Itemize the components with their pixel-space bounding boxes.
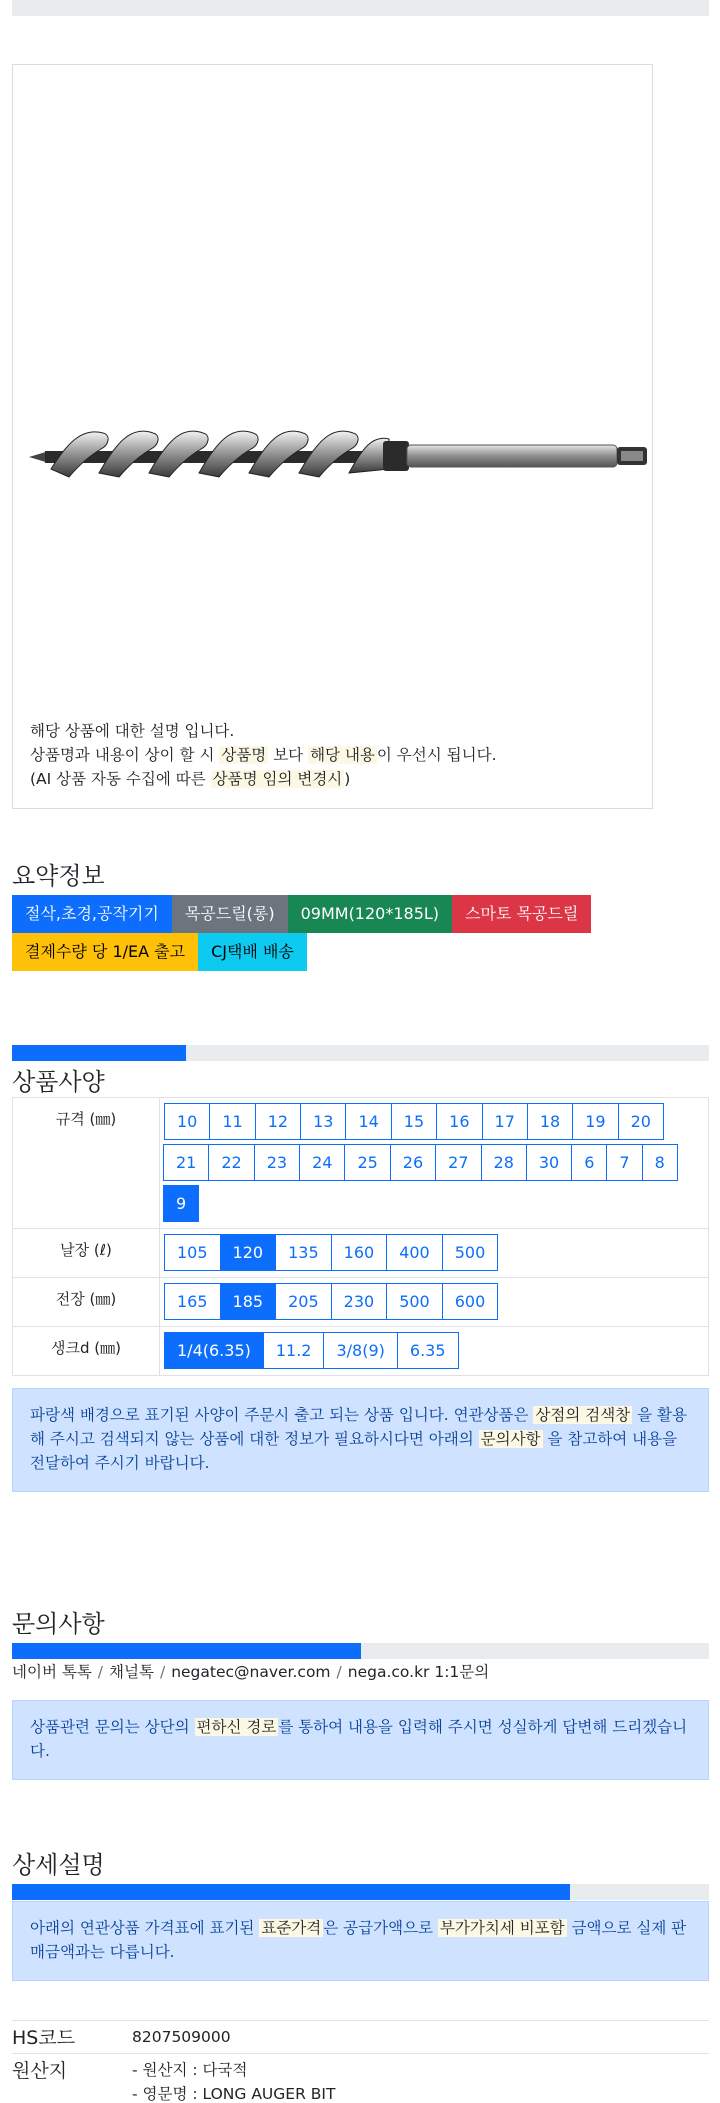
spec-option-button[interactable]: 500 bbox=[442, 1234, 499, 1271]
spec-option-button[interactable]: 24 bbox=[299, 1144, 345, 1181]
spec-options bbox=[160, 1229, 709, 1278]
spec-label: 전장 (㎜) bbox=[13, 1278, 160, 1327]
spec-row bbox=[13, 1229, 709, 1278]
hs-code-label: HS코드 bbox=[12, 2027, 76, 2049]
spec-option-button[interactable]: 135 bbox=[275, 1234, 332, 1271]
spec-label: 규격 (㎜) bbox=[13, 1098, 160, 1229]
description-line2 bbox=[30, 743, 497, 767]
spec-option-button[interactable]: 21 bbox=[163, 1144, 209, 1181]
spec-option-button[interactable]: 22 bbox=[208, 1144, 254, 1181]
spec-options bbox=[160, 1098, 709, 1229]
description-text: 상품명과 내용이 상이 할 시 bbox=[30, 746, 220, 764]
notice-text: 를 통하여 내용을 입력해 주시면 성실하게 답변해 드리겠습니다. bbox=[30, 1718, 688, 1760]
detail-notice bbox=[12, 1901, 709, 1981]
spec-option-button[interactable]: 16 bbox=[436, 1103, 482, 1140]
summary-badge: 절삭,초경,공작기기 bbox=[12, 895, 172, 933]
spec-options bbox=[160, 1278, 709, 1327]
badge-row bbox=[12, 895, 709, 933]
spec-option-button[interactable]: 8 bbox=[642, 1144, 678, 1181]
inquiry-progress-bar bbox=[12, 1643, 709, 1659]
notice-text: 금액으로 실제 판매금액과는 다릅니다. bbox=[30, 1919, 687, 1961]
notice-text: 은 공급가액으로 bbox=[323, 1919, 438, 1937]
spec-option-button[interactable]: 500 bbox=[386, 1283, 443, 1320]
highlight-store-search: 상점의 검색창 bbox=[535, 1406, 631, 1424]
description-text: ) bbox=[344, 770, 351, 788]
spec-option-button[interactable]: 230 bbox=[331, 1283, 388, 1320]
channel-email[interactable]: negatec@naver.com bbox=[171, 1663, 331, 1681]
spec-option-button[interactable]: 30 bbox=[526, 1144, 572, 1181]
spec-option-button[interactable]: 1/4(6.35) bbox=[164, 1332, 264, 1369]
product-image bbox=[21, 365, 661, 525]
origin-line: - 원산지 : 다국적 bbox=[132, 2061, 248, 2079]
progress-fill bbox=[12, 1045, 186, 1061]
spec-option-button[interactable]: 14 bbox=[345, 1103, 391, 1140]
summary-badge: 스마토 목공드릴 bbox=[452, 895, 591, 933]
spec-option-button[interactable]: 3/8(9) bbox=[323, 1332, 397, 1369]
specs-notice bbox=[12, 1388, 709, 1492]
spec-option-button[interactable]: 9 bbox=[163, 1185, 199, 1222]
spec-option-button[interactable]: 120 bbox=[220, 1234, 277, 1271]
spec-option-button[interactable]: 28 bbox=[481, 1144, 527, 1181]
spec-options bbox=[160, 1327, 709, 1376]
spec-label: 날장 (ℓ) bbox=[13, 1229, 160, 1278]
spec-option-button[interactable]: 6 bbox=[571, 1144, 607, 1181]
channel-talk[interactable]: 채널톡 bbox=[109, 1663, 154, 1681]
spec-option-button[interactable]: 600 bbox=[442, 1283, 499, 1320]
spec-option-button[interactable]: 27 bbox=[435, 1144, 481, 1181]
spec-option-button[interactable]: 6.35 bbox=[397, 1332, 459, 1369]
notice-text: 상품관련 문의는 상단의 bbox=[30, 1718, 195, 1736]
spec-option-button[interactable]: 13 bbox=[300, 1103, 346, 1140]
spec-option-button[interactable]: 160 bbox=[331, 1234, 388, 1271]
contact-channels bbox=[12, 1660, 489, 1682]
description-text: (AI 상품 자동 수집에 따른 bbox=[30, 770, 211, 788]
spec-option-button[interactable]: 7 bbox=[606, 1144, 642, 1181]
spec-row bbox=[13, 1327, 709, 1376]
highlight-inquiry: 문의사항 bbox=[480, 1430, 541, 1448]
spec-option-button[interactable]: 11 bbox=[209, 1103, 255, 1140]
summary-badge: 09MM(120*185L) bbox=[288, 895, 452, 933]
summary-badge: CJ택배 배송 bbox=[198, 933, 307, 971]
origin-value bbox=[132, 2054, 335, 2103]
spec-option-button[interactable]: 11.2 bbox=[263, 1332, 325, 1369]
spec-option-button[interactable]: 25 bbox=[344, 1144, 390, 1181]
spec-option-button[interactable]: 185 bbox=[220, 1283, 277, 1320]
spec-option-button[interactable]: 400 bbox=[386, 1234, 443, 1271]
option-group bbox=[164, 1330, 704, 1371]
description-text: 보다 bbox=[268, 746, 309, 764]
top-progress-bar bbox=[12, 0, 709, 16]
info-row-hs-code bbox=[12, 2021, 709, 2054]
highlight-name-change: 상품명 임의 변경시 bbox=[212, 770, 343, 788]
product-image-box bbox=[12, 64, 653, 809]
english-name-line: - 영문명 : LONG AUGER BIT bbox=[132, 2085, 336, 2103]
highlight-standard-price: 표준가격 bbox=[261, 1919, 322, 1937]
description-line1: 해당 상품에 대한 설명 입니다. bbox=[30, 722, 235, 740]
highlight-vat-excluded: 부가가치세 비포함 bbox=[439, 1919, 565, 1937]
summary-badge: 결제수량 당 1/EA 출고 bbox=[12, 933, 198, 971]
inquiry-title: 문의사항 bbox=[12, 1610, 105, 1638]
spec-option-button[interactable]: 105 bbox=[164, 1234, 221, 1271]
notice-text: 파랑색 배경으로 표기된 사양이 주문시 출고 되는 상품 입니다. 연관상품은 bbox=[30, 1406, 534, 1424]
notice-text: 을 참고하여 내용을 전달하여 주시기 바랍니다. bbox=[30, 1430, 678, 1472]
spec-option-button[interactable]: 15 bbox=[391, 1103, 437, 1140]
progress-fill bbox=[12, 1643, 361, 1659]
highlight-product-name: 상품명 bbox=[221, 746, 267, 764]
hs-code-value: 8207509000 bbox=[132, 2028, 231, 2046]
summary-title: 요약정보 bbox=[12, 862, 105, 890]
info-row-origin bbox=[12, 2054, 709, 2103]
spec-option-button[interactable]: 26 bbox=[390, 1144, 436, 1181]
origin-label: 원산지 bbox=[12, 2060, 68, 2082]
notice-text: 을 활용해 주시고 검색되지 않는 상품에 대한 정보가 필요하시다면 아래의 bbox=[30, 1406, 687, 1448]
spec-row bbox=[13, 1098, 709, 1229]
description-text: 이 우선시 됩니다. bbox=[376, 746, 497, 764]
spec-row bbox=[13, 1278, 709, 1327]
summary-badge: 목공드릴(롱) bbox=[172, 895, 288, 933]
spec-label: 생크d (㎜) bbox=[13, 1327, 160, 1376]
specs-title: 상품사양 bbox=[12, 1068, 105, 1096]
notice-text: 아래의 연관상품 가격표에 표기된 bbox=[30, 1919, 260, 1937]
spec-table bbox=[12, 1097, 709, 1376]
spec-option-button[interactable]: 165 bbox=[164, 1283, 221, 1320]
progress-fill bbox=[12, 1884, 570, 1900]
highlight-preferred-channel: 편하신 경로 bbox=[196, 1718, 277, 1736]
spec-option-button[interactable]: 205 bbox=[275, 1283, 332, 1320]
separator: / bbox=[159, 1663, 166, 1681]
separator: / bbox=[97, 1663, 104, 1681]
specs-progress-bar bbox=[12, 1045, 709, 1061]
product-info-table bbox=[12, 2020, 709, 2103]
detail-title: 상세설명 bbox=[12, 1851, 105, 1879]
spec-option-button[interactable]: 20 bbox=[618, 1103, 664, 1140]
spec-option-button[interactable]: 19 bbox=[572, 1103, 618, 1140]
spec-option-button[interactable]: 23 bbox=[254, 1144, 300, 1181]
option-group bbox=[164, 1232, 704, 1273]
inquiry-notice bbox=[12, 1700, 709, 1780]
detail-progress-bar bbox=[12, 1884, 709, 1900]
channel-site-inquiry[interactable]: nega.co.kr 1:1문의 bbox=[347, 1663, 490, 1681]
spec-option-button[interactable]: 10 bbox=[164, 1103, 210, 1140]
spec-option-button[interactable]: 17 bbox=[482, 1103, 528, 1140]
option-group bbox=[164, 1101, 704, 1224]
summary-badges bbox=[12, 895, 709, 971]
product-description bbox=[30, 719, 497, 791]
channel-naver-talk[interactable]: 네이버 톡톡 bbox=[12, 1663, 92, 1681]
spec-option-button[interactable]: 18 bbox=[527, 1103, 573, 1140]
highlight-content: 해당 내용 bbox=[310, 746, 375, 764]
description-line3 bbox=[30, 767, 497, 791]
option-group bbox=[164, 1281, 704, 1322]
spec-option-button[interactable]: 12 bbox=[255, 1103, 301, 1140]
separator: / bbox=[336, 1663, 342, 1681]
badge-row bbox=[12, 933, 709, 971]
